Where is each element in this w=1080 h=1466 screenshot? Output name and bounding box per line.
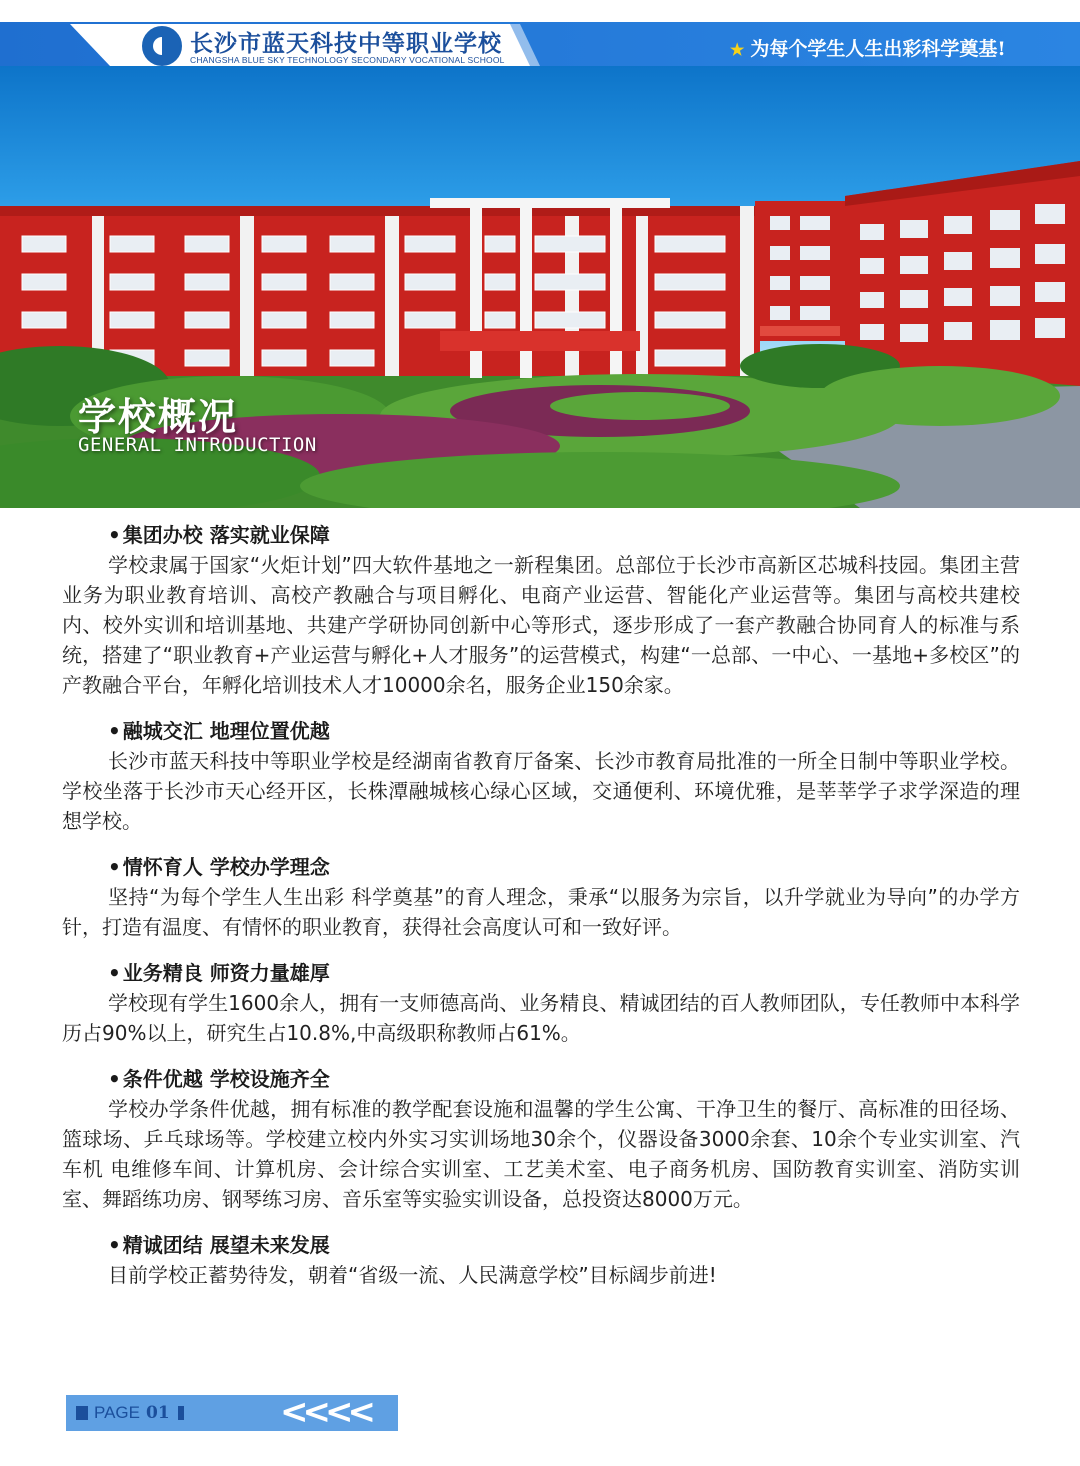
- footer-bar-icon: [178, 1406, 184, 1420]
- section-facilities: [62, 1064, 1020, 1214]
- school-name-english: CHANGSHA BLUE SKY TECHNOLOGY SECONDARY VOCATIONAL SCHOOL: [190, 55, 505, 65]
- school-logo-icon: [142, 26, 182, 66]
- article-content: [62, 520, 1020, 1306]
- section-title: • 融城交汇 地理位置优越: [62, 716, 1020, 746]
- section-title: • 集团办校 落实就业保障: [62, 520, 1020, 550]
- back-arrows-icon[interactable]: <<<<: [280, 1392, 370, 1432]
- section-location: [62, 716, 1020, 836]
- section-title: • 情怀育人 学校办学理念: [62, 852, 1020, 882]
- header-slogan: [730, 34, 1006, 61]
- section-body: 学校隶属于国家“火炬计划”四大软件基地之一新程集团。总部位于长沙市高新区芯城科技园。集团主营业务为职业教育培训、高校产教融合与项目孵化、电商产业运营、智能化产业运营等。集团与高校共建校内、校外实训和培训基地、共建产学研协同创新中心等形式，逐步形成了一套产教融合协同育人的标准与系统，搭建了“职业教育+产业运营与孵化+人才服务”的运营模式，构建“一总部、一中心、一基地+多校区”的产教融合平台，年孵化培训技术人才10000余名，服务企业150余家。: [62, 553, 1020, 697]
- slogan-text: 为每个学生人生出彩科学奠基!: [750, 38, 1006, 60]
- section-body: 长沙市蓝天科技中等职业学校是经湖南省教育厅备案、长沙市教育局批准的一所全日制中等职业学校。学校坐落于长沙市天心经开区，长株潭融城核心绿心区域，交通便利、环境优雅，是莘莘学子求学深造的理想学校。: [62, 749, 1020, 833]
- hero-subtitle: GENERAL INTRODUCTION: [78, 434, 317, 456]
- section-body: 学校现有学生1600余人，拥有一支师德高尚、业务精良、精诚团结的百人教师团队，专任教师中本科学历占90%以上，研究生占10.8%,中高级职称教师占61%。: [62, 991, 1020, 1045]
- page-label: PAGE: [94, 1403, 140, 1422]
- section-body: 学校办学条件优越，拥有标准的教学配套设施和温馨的学生公寓、干净卫生的餐厅、高标准的田径场、篮球场、乒乓球场等。学校建立校内外实习实训场地30余个，仪器设备3000余套、10余个专业实训室、汽车机 电维修车间、计算机房、会计综合实训室、工艺美术室、电子商务机房、国防教育实训室、消防实训室、舞蹈练功房、钢琴练习房、音乐室等实验实训设备，总投资达8000万元。: [62, 1097, 1020, 1211]
- footer-square-icon: [76, 1406, 88, 1420]
- section-philosophy: [62, 852, 1020, 942]
- section-faculty: [62, 958, 1020, 1048]
- section-title: • 条件优越 学校设施齐全: [62, 1064, 1020, 1094]
- hero-title: 学校概况: [78, 395, 239, 439]
- page-number: 01: [145, 1403, 170, 1423]
- section-body: 坚持“为每个学生人生出彩 科学奠基”的育人理念，秉承“以服务为宗旨，以升学就业为导向”的办学方针，打造有温度、有情怀的职业教育，获得社会高度认可和一致好评。: [62, 885, 1020, 939]
- section-title: • 业务精良 师资力量雄厚: [62, 958, 1020, 988]
- school-name: 长沙市蓝天科技中等职业学校: [190, 31, 502, 57]
- hero-campus-photo: [0, 66, 1080, 508]
- header-banner: [0, 0, 1080, 70]
- section-title: • 精诚团结 展望未来发展: [62, 1230, 1020, 1260]
- star-icon: ★: [730, 40, 745, 59]
- section-group-school: [62, 520, 1020, 700]
- section-future: [62, 1230, 1020, 1290]
- page-indicator: [94, 1403, 170, 1423]
- section-body: 目前学校正蓄势待发，朝着“省级一流、人民满意学校”目标阔步前进!: [108, 1263, 717, 1287]
